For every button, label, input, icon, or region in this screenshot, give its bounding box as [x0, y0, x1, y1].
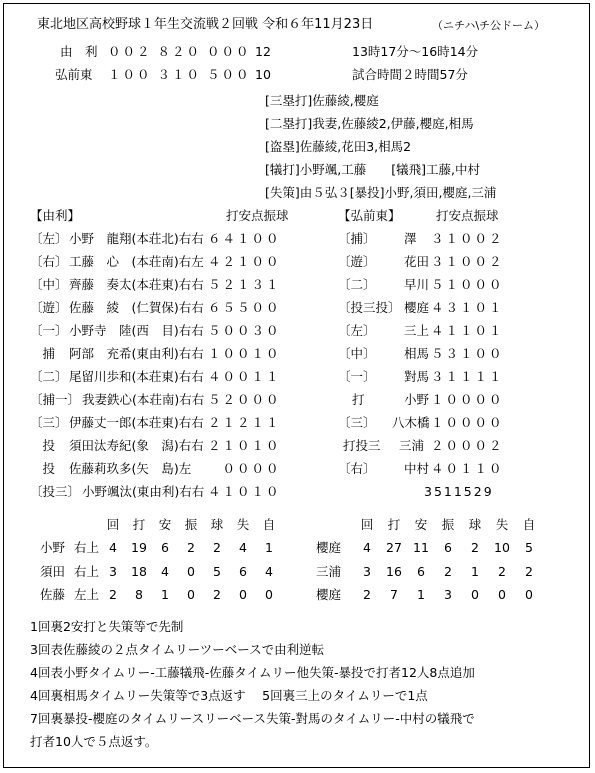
pitch-header: 打 [132, 517, 146, 532]
note-line: [失策]由５弘３[暴投]小野,須田,櫻庭,三浦 [265, 185, 497, 200]
batter-stats: ４２１００ [208, 254, 281, 269]
batter-pos: 打投三 [343, 438, 381, 453]
summary-line: 4回裏相馬タイムリー失策等で3点返す 5回裏三上のタイムリーで1点 [30, 688, 428, 703]
batter-pos: 〔左〕 [338, 323, 376, 338]
linescore-team: 弘前東 [55, 67, 93, 82]
pitch-header: 回 [360, 517, 374, 532]
batter-stats: ５２１３１ [208, 277, 281, 292]
batter-name: 花田 [404, 254, 430, 269]
batter-name: 尾留川歩和(本荘東)右右 [69, 369, 204, 384]
batter-name: 須田汰寿紀(象 潟)右右 [69, 438, 204, 453]
pitch-header: 打 [387, 517, 401, 532]
pitch-header: 回 [106, 517, 120, 532]
pitch-stat: 1 [417, 587, 425, 602]
pitch-stat: 1 [471, 564, 479, 579]
batter-pos: 〔捕〕 [338, 231, 376, 246]
pitch-stat: 5 [525, 540, 533, 555]
batter-stats: ５２０００ [208, 392, 281, 407]
batter-stats: ４０１１０ [431, 461, 504, 476]
batter-name: 小野颯汰(東由利)右右 [82, 484, 205, 499]
batter-stats: ２１０１０ [208, 438, 281, 453]
pitch-stat: 3 [363, 564, 371, 579]
batter-stats: ００００ [208, 461, 281, 476]
pitcher-name: 櫻庭 [316, 587, 342, 602]
batter-name: 小野 龍翔(本荘北)右右 [69, 231, 204, 246]
pitch-stat: 2 [498, 564, 506, 579]
batter-stats: ２０００２ [431, 438, 504, 453]
pitch-header: 安 [158, 517, 172, 532]
batter-name: 中村 [404, 461, 430, 476]
pitcher-name: 櫻庭 [316, 540, 342, 555]
pitch-header: 球 [468, 517, 482, 532]
batter-stats: ５３１００ [431, 346, 504, 361]
batter-pos: 〔二〕 [30, 369, 68, 384]
pitch-stat: 6 [444, 540, 452, 555]
batter-pos: 〔左〕 [30, 231, 68, 246]
pitch-header: 失 [236, 517, 250, 532]
pitch-stat: 4 [161, 564, 169, 579]
pitcher-name: 小野 [40, 540, 66, 555]
batter-name: 相馬 [404, 346, 430, 361]
pitch-stat: 2 [187, 540, 195, 555]
game-title: 東北地区高校野球１年生交流戦２回戦 令和６年11月23日 [37, 17, 374, 32]
summary-line: 3回表佐藤綾の２点タイムリーツーベースで由利逆転 [30, 642, 325, 657]
batter-name: 佐藤 綾 (仁賀保)右右 [69, 300, 204, 315]
pitch-stat: 0 [471, 587, 479, 602]
batter-stats: ２１２１１ [208, 415, 281, 430]
pitch-stat: 0 [498, 587, 506, 602]
pitch-stat: 19 [131, 540, 147, 555]
batter-pos: 〔一〕 [30, 323, 68, 338]
pitch-stat: 0 [187, 564, 195, 579]
pitch-header: 振 [441, 517, 455, 532]
pitch-header: 失 [495, 517, 509, 532]
away-batting-total: 3511529 [424, 484, 494, 499]
pitch-stat: 2 [213, 540, 221, 555]
pitch-stat: 4 [109, 540, 117, 555]
pitch-stat: 3 [109, 564, 117, 579]
batter-pos: 〔中〕 [338, 346, 376, 361]
batter-stats: ４１１０１ [431, 323, 504, 338]
batter-name: 八木橋 [392, 415, 430, 430]
pitcher-hand: 右上 [74, 540, 100, 555]
pitcher-name: 佐藤 [40, 587, 66, 602]
game-duration: 試合時間２時間57分 [352, 67, 468, 82]
pitch-stat: 10 [494, 540, 510, 555]
batter-pos: 打 [352, 392, 365, 407]
linescore-innings: １００ ３１０ ５００ [108, 67, 251, 82]
note-line: [三塁打]佐藤綾,櫻庭 [265, 93, 379, 108]
batter-pos: 〔中〕 [30, 277, 68, 292]
linescore-total: 12 [255, 44, 271, 59]
batter-pos: 〔二〕 [338, 277, 376, 292]
note-line: [二塁打]我妻,佐藤綾2,伊藤,櫻庭,相馬 [265, 116, 474, 131]
batter-name: 澤 [404, 231, 417, 246]
venue: （ニチハ\チ公ドーム） [432, 19, 546, 32]
pitch-stat: 7 [390, 587, 398, 602]
pitch-header: 球 [210, 517, 224, 532]
batter-pos: 投 [30, 438, 68, 453]
batter-pos: 〔投三〕 [30, 484, 81, 499]
batter-stats: １００１０ [208, 346, 281, 361]
pitch-stat: 8 [135, 587, 143, 602]
pitch-stat: 0 [239, 587, 247, 602]
linescore-team: 由 利 [60, 44, 98, 59]
away-batting-header: 打安点振球 [436, 208, 499, 223]
pitch-stat: 0 [525, 587, 533, 602]
batter-name: 阿部 充希(東由利)右右 [69, 346, 204, 361]
pitch-stat: 2 [444, 564, 452, 579]
pitch-stat: 18 [131, 564, 147, 579]
batter-name: 對馬 [404, 369, 430, 384]
pitch-stat: 2 [109, 587, 117, 602]
pitch-stat: 1 [265, 540, 273, 555]
batter-pos: 〔遊〕 [338, 254, 376, 269]
summary-line: 7回裏暴投-櫻庭のタイムリースリーベース失策-對馬のタイムリー-中村の犠飛で [30, 711, 475, 726]
pitch-stat: 27 [386, 540, 402, 555]
linescore-innings: ００２ ８２０ ０００ [108, 44, 251, 59]
batter-stats: ５００３０ [208, 323, 281, 338]
batter-name: 小野寺 陸(西 目)右右 [69, 323, 204, 338]
batter-pos: 〔一〕 [338, 369, 376, 384]
batter-stats: １００００ [431, 415, 504, 430]
batter-stats: ５１０００ [431, 277, 504, 292]
pitcher-hand: 左上 [74, 587, 100, 602]
batter-stats: １００００ [431, 392, 504, 407]
batter-pos: 〔右〕 [338, 461, 376, 476]
batter-pos: 投 [30, 461, 68, 476]
pitch-header: 安 [414, 517, 428, 532]
batter-pos: 〔右〕 [30, 254, 68, 269]
batter-pos: 〔三〕 [338, 415, 376, 430]
summary-line: 1回裏2安打と失策等で先制 [30, 619, 184, 634]
note-line: [盗塁]佐藤綾,花田3,相馬2 [265, 139, 412, 154]
batter-name: 櫻庭 [404, 300, 430, 315]
batter-name: 齊藤 奏太(本荘東)右右 [69, 277, 204, 292]
pitch-stat: 3 [444, 587, 452, 602]
note-line: [犠打]小野颯,工藤 [犠飛]工藤,中村 [265, 162, 480, 177]
pitch-stat: 1 [161, 587, 169, 602]
batter-name: 三浦 [399, 438, 425, 453]
pitch-stat: 4 [363, 540, 371, 555]
summary-line: 4回表小野タイムリー-工藤犠飛-佐藤タイムリー他失策-暴投で打者12人8点追加 [30, 665, 475, 680]
batter-name: 早川 [404, 277, 430, 292]
pitch-stat: 6 [161, 540, 169, 555]
pitcher-name: 須田 [40, 564, 66, 579]
batter-stats: ４１０１０ [208, 484, 281, 499]
batter-name: 我妻鉄心(本荘南)右右 [82, 392, 205, 407]
pitch-header: 自 [262, 517, 276, 532]
pitch-stat: 2 [471, 540, 479, 555]
batter-stats: ６４１００ [208, 231, 281, 246]
game-time: 13時17分～16時14分 [352, 44, 479, 59]
batter-name: 伊藤丈一郎(本荘東)右右 [69, 415, 204, 430]
pitch-stat: 6 [239, 564, 247, 579]
pitch-stat: 2 [213, 587, 221, 602]
pitch-stat: 16 [386, 564, 402, 579]
batter-stats: ４３１０１ [431, 300, 504, 315]
batter-stats: ３１００２ [431, 231, 504, 246]
batter-stats: ３１１１１ [431, 369, 504, 384]
home-team-label: 【由利】 [30, 208, 81, 223]
linescore-total: 10 [255, 67, 271, 82]
pitch-stat: 4 [239, 540, 247, 555]
pitch-header: 自 [522, 517, 536, 532]
pitch-stat: 0 [187, 587, 195, 602]
pitch-stat: 5 [213, 564, 221, 579]
away-team-label: 【弘前東】 [338, 208, 401, 223]
batter-name: 工藤 心 (本荘南)右左 [69, 254, 204, 269]
batter-stats: ４００１１ [208, 369, 281, 384]
batter-pos: 〔捕一〕 [30, 392, 81, 407]
batter-name: 佐藤莉玖多(矢 島)左 [69, 461, 192, 476]
pitcher-name: 三浦 [316, 564, 342, 579]
batter-stats: ３１００２ [431, 254, 504, 269]
pitch-stat: 4 [265, 564, 273, 579]
home-batting-header: 打安点振球 [226, 208, 289, 223]
batter-name: 小野 [404, 392, 430, 407]
batter-pos: 〔投三投〕 [338, 300, 401, 315]
batter-pos: 〔三〕 [30, 415, 68, 430]
pitch-stat: 11 [413, 540, 429, 555]
summary-line: 打者10人で５点返す。 [30, 734, 158, 749]
pitch-stat: 2 [363, 587, 371, 602]
batter-stats: ６５５００ [208, 300, 281, 315]
batter-pos: 〔遊〕 [30, 300, 68, 315]
pitcher-hand: 右上 [74, 564, 100, 579]
batter-name: 三上 [404, 323, 430, 338]
pitch-stat: 0 [265, 587, 273, 602]
pitch-stat: 6 [417, 564, 425, 579]
pitch-stat: 2 [525, 564, 533, 579]
pitch-header: 振 [184, 517, 198, 532]
batter-pos: 捕 [30, 346, 68, 361]
